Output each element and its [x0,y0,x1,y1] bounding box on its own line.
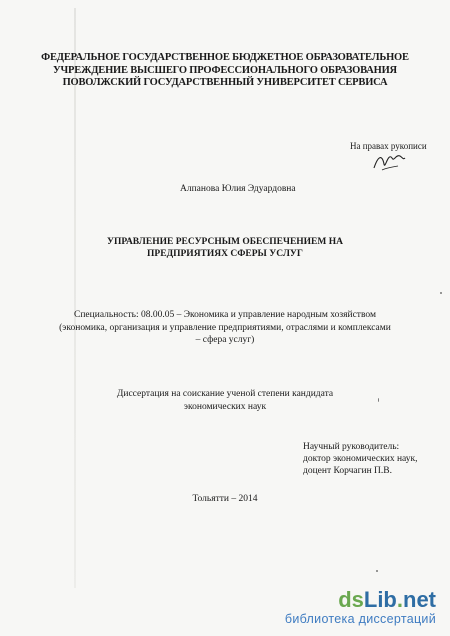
degree-line: экономических наук [183,401,267,412]
supervisor-block [303,441,418,477]
watermark-subtitle: библиотека диссертаций [284,612,436,626]
degree-block [0,388,450,413]
supervisor-line: доктор экономических наук, [303,454,418,464]
supervisor-line: Научный руководитель: [303,442,400,452]
city-year: Тольятти – 2014 [192,494,258,504]
handwritten-signature [372,148,406,174]
watermark-logo: dsLib.net [338,587,436,612]
title-line: ПРЕДПРИЯТИЯХ СФЕРЫ УСЛУГ [147,249,303,259]
rights-note: На правах рукописи [350,141,427,151]
specialty-line: Специальность: 08.00.05 – Экономика и управление народным хозяйством [74,310,376,320]
scan-speck [378,398,379,402]
supervisor-line: доцент Корчагин П.В. [303,466,393,476]
scan-speck [376,570,378,572]
title-line: УПРАВЛЕНИЕ РЕСУРСНЫМ ОБЕСПЕЧЕНИЕМ НА [107,237,343,247]
specialty-block [0,309,450,347]
watermark [285,588,436,626]
organization-line: УЧРЕЖДЕНИЕ ВЫСШЕГО ПРОФЕССИОНАЛЬНОГО ОБРАЗОВАНИЯ [53,64,397,76]
specialty-line: (экономика, организация и управление предприятиями, отраслями и комплексами [59,322,391,333]
specialty-line: – сфера услуг) [195,335,255,345]
organization-header [0,52,450,90]
degree-line: Диссертация на соискание ученой степени кандидата [116,389,334,399]
author-name: Алпанова Юлия Эдуардовна [180,184,296,194]
scan-speck [440,292,442,294]
organization-line: ФЕДЕРАЛЬНОЕ ГОСУДАРСТВЕННОЕ БЮДЖЕТНОЕ ОБРАЗОВАТЕЛЬНОЕ [41,52,409,63]
organization-line: ПОВОЛЖСКИЙ ГОСУДАРСТВЕННЫЙ УНИВЕРСИТЕТ СЕРВИСА [62,77,388,88]
dissertation-title [0,236,450,260]
